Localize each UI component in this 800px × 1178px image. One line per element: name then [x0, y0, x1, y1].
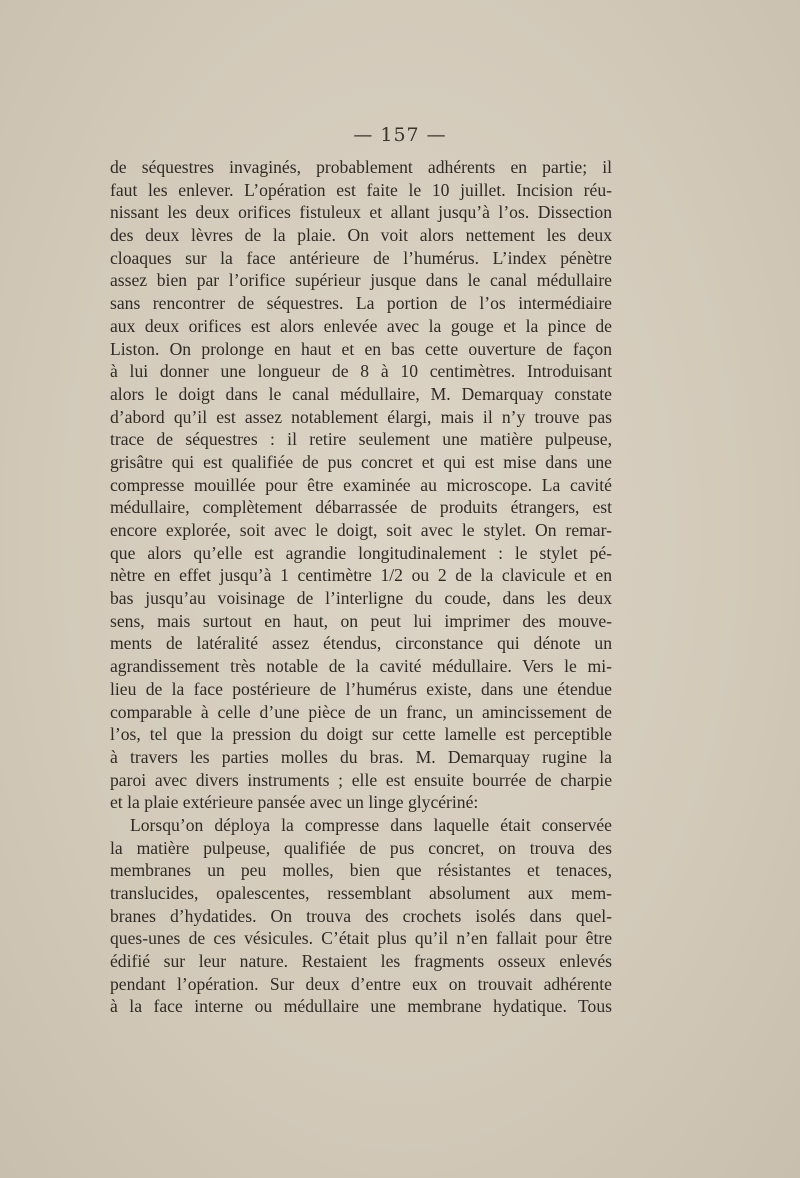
text-line: nètre en effet jusqu’à 1 centimètre 1/2 ou 2 de la clavicule et en: [110, 565, 612, 586]
text-line: faut les enlever. L’opération est faite le 10 juillet. Incision réu-: [110, 179, 612, 200]
text-line: alors le doigt dans le canal médullaire, M. Demarquay constate: [110, 383, 612, 404]
text-line: et la plaie extérieure pansée avec un linge glycériné:: [110, 792, 479, 813]
text-line: sans rencontrer de séquestres. La portion de l’os intermédiaire: [110, 293, 612, 314]
text-line: translucides, opalescentes, ressemblant absolument aux mem-: [110, 883, 612, 903]
text-line: à la face interne ou médullaire une membrane hydatique. Tous: [110, 996, 612, 1017]
text-line: l’os, tel que la pression du doigt sur cette lamelle est perceptible: [110, 724, 612, 745]
text-line: grisâtre qui est qualifiée de pus concret et qui est mise dans une: [110, 451, 612, 472]
text-line: agrandissement très notable de la cavité médullaire. Vers le mi-: [110, 656, 612, 677]
text-line: que alors qu’elle est agrandie longitudinalement : le stylet pé-: [110, 542, 612, 563]
text-line: trace de séquestres : il retire seulement une matière pulpeuse,: [110, 429, 612, 450]
text-line: à travers les parties molles du bras. M. Demarquay rugine la: [110, 746, 612, 767]
text-line: nissant les deux orifices fistuleux et allant jusqu’à l’os. Dissection: [110, 202, 612, 223]
text-line: Liston. On prolonge en haut et en bas cette ouverture de façon: [110, 338, 612, 359]
text-line: branes d’hydatides. On trouva des crochets isolés dans quel-: [110, 905, 612, 926]
body-text: [110, 156, 612, 1018]
text-line: ques-unes de ces vésicules. C’était plus qu’il n’en fallait pour être: [110, 928, 612, 949]
text-line: pendant l’opération. Sur deux d’entre eux on trouvait adhérente: [110, 973, 612, 994]
text-line: d’abord qu’il est assez notablement élargi, mais il n’y trouve pas: [110, 406, 612, 427]
text-line: de séquestres invaginés, probablement adhérents en partie; il: [110, 157, 612, 177]
text-line: compresse mouillée pour être examinée au microscope. La cavité: [110, 474, 612, 495]
text-line: bas jusqu’au voisinage de l’interligne du coude, dans les deux: [110, 588, 612, 609]
text-line: paroi avec divers instruments ; elle est ensuite bourrée de charpie: [110, 769, 612, 790]
text-line: assez bien par l’orifice supérieur jusque dans le canal médullaire: [110, 270, 612, 291]
text-line: encore explorée, soit avec le doigt, soit avec le stylet. On remar-: [110, 520, 612, 540]
text-line: aux deux orifices est alors enlevée avec la gouge et la pince de: [110, 315, 612, 336]
text-line: médullaire, complètement débarrassée de produits étrangers, est: [110, 497, 612, 518]
text-line: membranes un peu molles, bien que résistantes et tenaces,: [110, 860, 612, 881]
text-line: lieu de la face postérieure de l’humérus existe, dans une étendue: [110, 678, 612, 699]
text-line: cloaques sur la face antérieure de l’humérus. L’index pénètre: [110, 247, 612, 268]
paragraph-first-line: Lorsqu’on déploya la compresse dans laquelle était conservée: [130, 814, 612, 835]
text-line: la matière pulpeuse, qualifiée de pus concret, on trouva des: [110, 837, 612, 858]
text-line: à lui donner une longueur de 8 à 10 centimètres. Introduisant: [110, 361, 612, 382]
text-line: ments de latéralité assez étendus, circonstance qui dénote un: [110, 633, 612, 654]
text-line: sens, mais surtout en haut, on peut lui imprimer des mouve-: [110, 610, 612, 631]
text-line: comparable à celle d’une pièce de un franc, un amincissement de: [110, 701, 612, 722]
text-line: édifié sur leur nature. Restaient les fragments osseux enlevés: [110, 951, 612, 972]
text-line: des deux lèvres de la plaie. On voit alors nettement les deux: [110, 225, 612, 246]
page-number: — 157 —: [353, 124, 447, 146]
